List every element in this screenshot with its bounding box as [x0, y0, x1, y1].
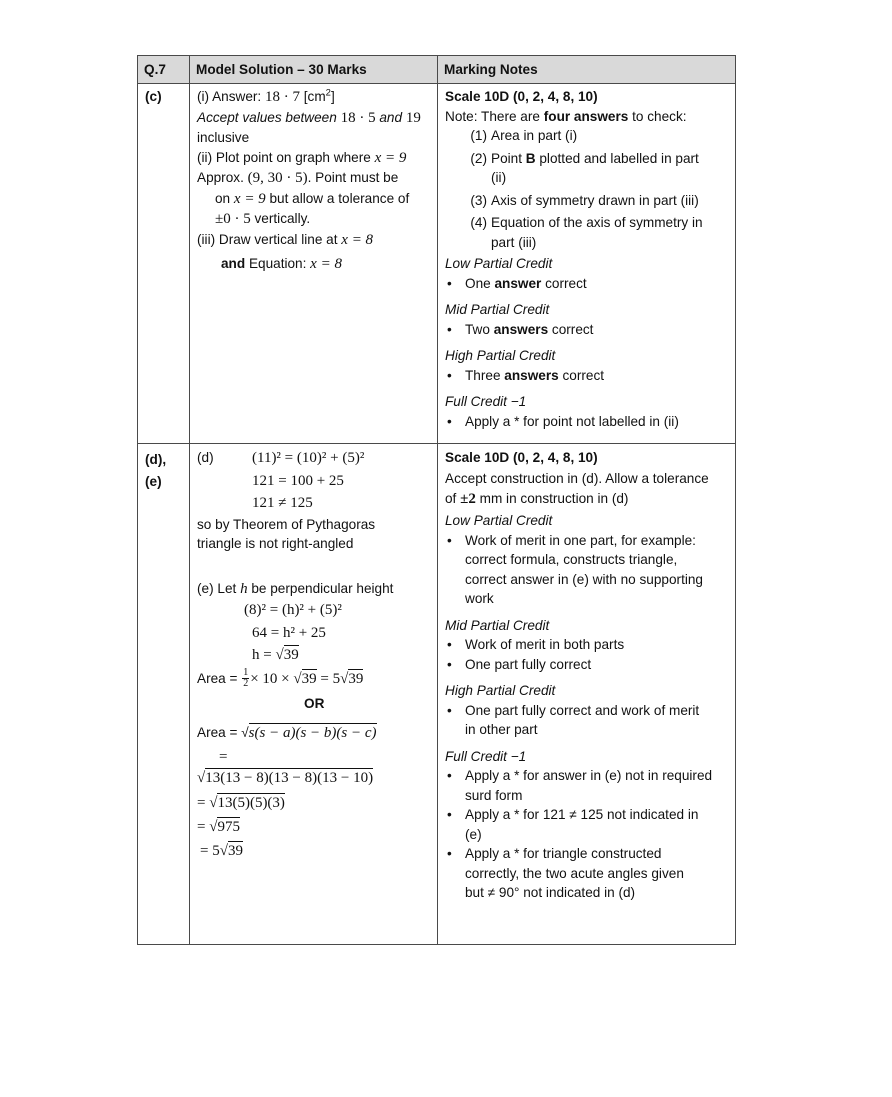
notes-c-item-b: B [525, 150, 536, 166]
sol-d-eq2: 121 = 100 + 25 [252, 472, 344, 489]
notes-de-high-bullet [445, 701, 729, 740]
sol-c-l1b: [cm [299, 89, 326, 104]
sol-c-line-2 [197, 108, 431, 129]
notes-c-item-text [491, 126, 729, 146]
notes-de-accept-2 [445, 489, 729, 510]
notes-c-low-title: Low Partial Credit [445, 256, 553, 271]
sol-c-l9a: Equation: [245, 256, 311, 271]
sol-c-l1m: 18 · 7 [264, 89, 300, 105]
notes-de-full-1 [465, 766, 729, 805]
header-solution-text: Model Solution – 30 Marks [196, 62, 367, 77]
notes-de-low-bullet [445, 531, 729, 609]
sol-e-step2 [197, 791, 431, 815]
sol-e-e4b: 39 [283, 647, 299, 663]
fraction-denominator: 2 [243, 678, 249, 690]
header-row [138, 56, 736, 84]
part-label-d-text: (d), [145, 452, 167, 467]
notes-c-mid-text [465, 320, 729, 340]
sol-d-line-4: so by Theorem of Pythagoras [197, 516, 376, 532]
notes-c-item-text: Equation of the axis of symmetry in [491, 215, 703, 230]
sol-e-heron-b: s(s − a)(s − b)(s − c) [248, 724, 377, 741]
sol-e-or: OR [304, 695, 325, 711]
notes-de [438, 444, 736, 945]
notes-c-high-title: High Partial Credit [445, 348, 556, 363]
notes-c-note [445, 107, 729, 127]
notes-c-mid-a: Two [465, 321, 494, 337]
notes-c-full-bullet [445, 412, 729, 432]
notes-c-item-num [463, 168, 491, 188]
sol-e-area-label: Area = [197, 670, 242, 686]
sol-c-line-7 [197, 209, 431, 230]
sol-e-area [197, 667, 431, 691]
sol-e-heron [197, 717, 431, 749]
sol-d-line-5: triangle is not right-angled [197, 536, 354, 551]
sol-c-line-8 [197, 230, 431, 251]
notes-c-item-a: Area in part (i) [491, 128, 578, 143]
notes-c-note-a: Note: There are [445, 108, 544, 124]
header-question [138, 56, 190, 84]
notes-c-item [445, 191, 729, 211]
spacer [445, 385, 729, 392]
notes-c-item [445, 233, 729, 253]
notes-de-acc2m: ±2 [460, 490, 476, 507]
sol-c-line-9 [197, 250, 431, 275]
spacer [445, 293, 729, 300]
notes-c-high-c: correct [558, 367, 605, 383]
notes-c-item [445, 168, 729, 188]
solution-c [190, 84, 438, 444]
sol-c-line-4 [197, 148, 431, 169]
bullet-icon: • [447, 702, 452, 718]
notes-de-mid-title: Mid Partial Credit [445, 617, 550, 633]
notes-c-low-bullet [445, 274, 729, 294]
notes-de-full-bullet [445, 766, 729, 805]
bullet-icon: • [447, 275, 452, 291]
sol-c-line-1 [197, 87, 431, 108]
sol-e-step3-b: 975 [217, 818, 240, 835]
notes-c-item-text: part (iii) [491, 234, 537, 250]
sol-c-l7b: vertically. [250, 211, 311, 226]
bullet-icon: • [447, 768, 452, 783]
notes-de-full-2b: (e) [465, 826, 482, 842]
notes-c-item-num [463, 233, 491, 253]
notes-c-item [445, 213, 729, 233]
notes-de-low-text [465, 531, 729, 609]
bullet-icon: • [447, 532, 452, 548]
sol-c-l5m: (9, 30 · 5) [247, 170, 308, 186]
notes-c-item-a: Point [491, 150, 526, 166]
notes-de-full-title: Full Credit −1 [445, 748, 527, 764]
sol-c-l8a: (iii) Draw vertical line at [197, 231, 342, 247]
notes-c-full-text: Apply a * for point not labelled in (ii) [465, 413, 679, 429]
spacer [197, 554, 431, 579]
notes-de-full-3c: but ≠ 90° not indicated in (d) [465, 885, 636, 900]
spacer [445, 609, 729, 616]
notes-c-item-text [491, 149, 729, 169]
sol-e-eq3: 64 = h² + 25 [252, 624, 326, 641]
sol-e-area-f: 39 [348, 670, 364, 687]
sol-e-sub-b: 13(13 − 8)(13 − 8)(13 − 10) [205, 769, 374, 786]
notes-c-item [445, 126, 729, 146]
notes-de-low-3: correct answer in (e) with no supporting [465, 571, 703, 587]
bullet-icon: • [447, 656, 452, 672]
notes-c-low-text [465, 274, 729, 294]
sol-c-l2m2: 19 [405, 109, 421, 126]
sol-c-line-3: inclusive [197, 130, 250, 145]
sol-d-equations [252, 447, 364, 515]
sol-d-tag: (d) [197, 450, 214, 465]
sol-d-block [197, 447, 431, 515]
sol-e-step3 [197, 815, 431, 839]
sol-c-l7m: ±0 · 5 [215, 211, 251, 227]
notes-c-item-num: (4) [470, 215, 487, 230]
notes-de-low-4: work [465, 591, 494, 606]
part-label-e-text: (e) [145, 474, 162, 489]
solution-de [190, 444, 438, 945]
sol-e-l1b: be perpendicular height [247, 580, 394, 596]
notes-c-mid-c: correct [548, 321, 594, 337]
notes-c [438, 84, 736, 444]
sol-c-l1c: ] [330, 89, 335, 104]
header-question-text: Q.7 [144, 62, 166, 77]
sol-c-l2m1: 18 · 5 [340, 109, 376, 126]
sol-e-equals: = [219, 748, 228, 765]
sol-c-line-5 [197, 168, 431, 189]
notes-de-full-1b: surd form [465, 787, 523, 803]
spacer [445, 339, 729, 346]
notes-de-full-bullet [445, 805, 729, 844]
notes-de-full-2 [465, 805, 729, 844]
sol-c-l4m: x = 9 [374, 149, 407, 166]
row-part-de [138, 444, 736, 945]
sol-c-l6m: x = 9 [233, 190, 266, 207]
header-solution [190, 56, 438, 84]
bullet-icon: • [447, 413, 452, 429]
notes-c-note-c: to check: [628, 108, 687, 124]
sol-e-l1m: h [240, 580, 248, 597]
notes-de-full-3b: correctly, the two acute angles given [465, 865, 684, 881]
sol-e-l1a: (e) Let [197, 580, 241, 596]
notes-de-accept-1: Accept construction in (d). Allow a tolerance [445, 471, 709, 486]
notes-c-high-a: Three [465, 367, 505, 383]
notes-de-full-3a: Apply a * for triangle constructed [465, 846, 662, 861]
sol-c-l5a: Approx. [197, 170, 248, 185]
part-label-c [138, 84, 190, 444]
bullet-icon: • [447, 807, 452, 822]
header-notes-text: Marking Notes [444, 62, 538, 77]
sol-e-step4-b: 39 [227, 842, 243, 859]
notes-de-high-2: in other part [465, 722, 538, 737]
sol-e-sub [197, 765, 431, 791]
notes-de-scale: Scale 10D (0, 2, 4, 8, 10) [445, 450, 598, 465]
sol-d-eq3: 121 ≠ 125 [252, 495, 313, 511]
notes-de-high-1: One part fully correct and work of merit [465, 702, 700, 718]
marking-scheme-page [137, 55, 734, 947]
sol-c-line-6 [197, 189, 431, 210]
sol-e-half-fraction [242, 668, 249, 689]
notes-de-high-title: High Partial Credit [445, 683, 556, 698]
sol-e-line-1 [197, 579, 431, 600]
notes-de-full-2a: Apply a * for 121 ≠ 125 not indicated in [465, 807, 699, 822]
notes-de-high-text [465, 701, 729, 740]
sol-e-area-b: × 10 × √ [250, 670, 302, 687]
part-label-de [138, 444, 190, 945]
notes-de-mid-2: One part fully correct [465, 656, 592, 672]
notes-c-item-text: (ii) [491, 170, 507, 185]
sol-c-l1a: (i) Answer: [197, 89, 265, 104]
bullet-icon: • [447, 367, 452, 383]
sol-e-area-e: = 5√ [316, 670, 349, 687]
notes-de-low-1: Work of merit in one part, for example: [465, 532, 696, 548]
notes-de-low-2: correct formula, constructs triangle, [465, 552, 678, 567]
sol-c-l1sup: 2 [325, 87, 331, 99]
notes-c-mid-b: answers [493, 321, 549, 337]
sol-c-l9m: x = 8 [310, 256, 342, 272]
spacer [445, 674, 729, 681]
sol-e-step2-a: = √ [197, 794, 218, 811]
notes-c-high-b: answers [504, 367, 559, 383]
fraction-numerator: 1 [243, 667, 249, 679]
bullet-icon: • [447, 846, 452, 861]
sol-d-eq1: (11)² = (10)² + (5)² [252, 450, 365, 466]
sol-e-step2-b: 13(5)(5)(3) [217, 794, 285, 811]
notes-de-mid-1: Work of merit in both parts [465, 637, 625, 652]
notes-de-mid-bullet [445, 635, 729, 655]
notes-c-high-text [465, 366, 729, 386]
notes-c-item-c: plotted and labelled in part [535, 150, 699, 166]
bullet-icon: • [447, 321, 452, 337]
notes-c-full-title: Full Credit −1 [445, 394, 527, 409]
notes-de-full-3 [465, 844, 729, 903]
notes-de-acc2a: of [445, 490, 461, 506]
notes-c-mid-title: Mid Partial Credit [445, 302, 550, 317]
sol-c-l2and: and [375, 109, 406, 125]
notes-c-note-b: four answers [543, 108, 629, 124]
marking-scheme-table [137, 55, 736, 945]
sol-c-l6a: on [215, 190, 234, 206]
sol-c-l9b: and [221, 256, 246, 271]
sol-e-heron-a: Area = √ [197, 724, 249, 740]
sol-c-l4a: (ii) Plot point on graph where [197, 149, 375, 165]
bullet-icon: • [447, 637, 452, 652]
sol-c-l5b: . Point must be [307, 170, 399, 185]
notes-c-mid-bullet [445, 320, 729, 340]
header-notes [438, 56, 736, 84]
part-label-c-text: (c) [145, 89, 162, 104]
notes-c-item [445, 149, 729, 169]
sol-e-eq4 [197, 644, 431, 667]
sol-e-step4 [197, 839, 431, 863]
sol-e-eq2: (8)² = (h)² + (5)² [244, 602, 342, 618]
notes-c-low-a: One [465, 275, 495, 291]
notes-c-low-b: answer [494, 275, 542, 291]
notes-c-item-num: (3) [470, 192, 487, 208]
notes-de-full-1a: Apply a * for answer in (e) not in required [465, 768, 713, 783]
notes-de-acc2b: mm in construction in (d) [475, 490, 629, 506]
notes-c-item-num: (2) [470, 150, 487, 166]
notes-de-mid-bullet [445, 655, 729, 675]
notes-c-high-bullet [445, 366, 729, 386]
sol-c-l6b: but allow a tolerance of [265, 190, 410, 206]
sol-e-step3-a: = √ [197, 818, 218, 835]
notes-c-item-text: Axis of symmetry drawn in part (iii) [491, 192, 699, 208]
notes-c-low-c: correct [541, 275, 587, 291]
sol-e-e4a: h = √ [252, 647, 284, 663]
sol-e-step4-a: = 5√ [200, 842, 228, 859]
notes-c-scale: Scale 10D (0, 2, 4, 8, 10) [445, 89, 598, 104]
sol-e-sub-a: √ [197, 769, 206, 786]
sol-c-l2a: Accept values between [197, 109, 341, 125]
notes-de-full-bullet [445, 844, 729, 903]
row-part-c [138, 84, 736, 444]
sol-e-area-c: 39 [301, 670, 317, 687]
notes-de-low-title: Low Partial Credit [445, 513, 553, 528]
spacer [445, 740, 729, 747]
notes-c-item-num: (1) [470, 128, 487, 143]
sol-c-l8m: x = 8 [341, 231, 374, 248]
